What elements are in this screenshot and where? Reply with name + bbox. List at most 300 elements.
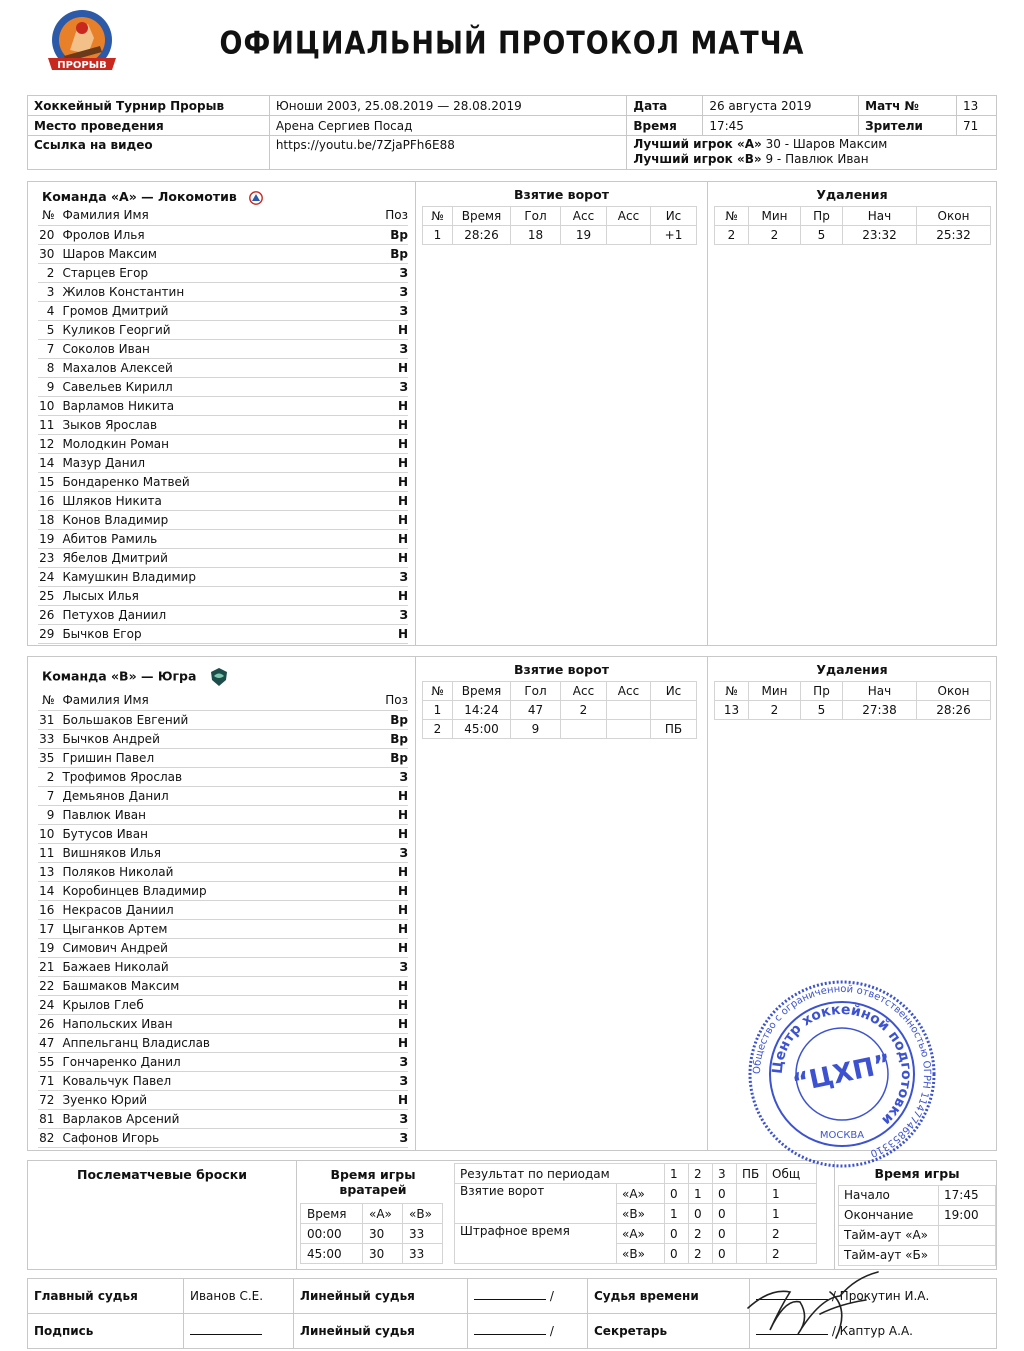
event-col-header: Асс [561,682,607,701]
team-b-players [38,691,408,1148]
svg-text:ПРОРЫВ: ПРОРЫВ [57,60,107,71]
goalie-time-table [300,1203,443,1264]
official-stamp [746,978,938,1170]
player-row [38,824,408,843]
player-name: Поляков Николай [60,862,384,881]
player-row [38,995,408,1014]
player-position: Н [385,824,408,843]
player-number: 13 [38,862,60,881]
player-row [38,1109,408,1128]
player-row [38,786,408,805]
period-value: 1 [689,1184,713,1204]
player-name: Абитов Рамиль [60,529,384,548]
timeout-a-label: Тайм-аут «А» [839,1225,939,1245]
player-row [38,434,408,453]
event-cell: 2 [749,226,801,245]
end-value: 19:00 [939,1205,996,1225]
player-number: 26 [38,1014,60,1033]
player-number: 14 [38,453,60,472]
player-name: Жилов Константин [60,282,384,301]
player-position: Н [385,396,408,415]
player-number: 10 [38,396,60,415]
team-b-goals [416,657,708,1150]
player-row [38,453,408,472]
player-name: Варлаков Арсений [60,1109,384,1128]
player-position: Н [385,805,408,824]
event-row [423,701,697,720]
period-value: 2 [689,1224,713,1244]
player-number: 31 [38,710,60,729]
player-number: 2 [38,767,60,786]
event-col-header: Ис [651,207,697,226]
player-row [38,377,408,396]
player-number: 23 [38,548,60,567]
player-number: 19 [38,529,60,548]
player-row [38,1052,408,1071]
player-name: Крылов Глеб [60,995,384,1014]
player-row [38,1014,408,1033]
player-position: Н [385,453,408,472]
shootouts-title: Послематчевые броски [76,1167,247,1182]
period-value: 1 [767,1184,817,1204]
venue-value: Арена Сергиев Посад [269,116,627,136]
event-row [715,701,991,720]
period-value [737,1244,767,1264]
player-position: Н [385,1014,408,1033]
player-row [38,748,408,767]
player-position: Вр [385,710,408,729]
best-a-label: Лучший игрок «А» [633,137,762,151]
time-value: 17:45 [703,116,859,136]
event-cell [607,720,651,739]
player-row [38,938,408,957]
event-cell: 9 [511,720,561,739]
player-name: Камушкин Владимир [60,567,384,586]
player-name: Бычков Егор [60,624,384,643]
goalie-row-time: 45:00 [301,1244,363,1264]
player-position: Н [385,529,408,548]
svg-text:“ЦХП”: “ЦХП” [789,1048,895,1100]
date-value: 26 августа 2019 [703,96,859,116]
player-name: Соколов Иван [60,339,384,358]
event-col-header: Пр [801,682,843,701]
player-position: Н [385,320,408,339]
player-position: Н [385,510,408,529]
yugra-logo-icon [209,667,229,687]
goalie-row-b: 33 [403,1244,443,1264]
goals-title: Взятие ворот [514,187,609,202]
page-title: ОФИЦИАЛЬНЫЙ ПРОТОКОЛ МАТЧА [219,25,805,62]
player-row [38,244,408,263]
player-name: Демьянов Данил [60,786,384,805]
penalties-title: Удаления [816,662,888,677]
player-row [38,957,408,976]
player-position: Вр [385,729,408,748]
event-col-header: Асс [607,682,651,701]
player-row [38,301,408,320]
event-cell [607,701,651,720]
tournament-label: Хоккейный Турнир Прорыв [28,96,270,116]
event-col-header: Нач [843,682,917,701]
event-cell: 45:00 [453,720,511,739]
event-cell: 14:24 [453,701,511,720]
roster-header [38,206,408,225]
period-value: 0 [713,1184,737,1204]
signature-line [190,1324,262,1335]
player-position: Н [385,472,408,491]
player-position: З [385,567,408,586]
event-col-header: Мин [749,682,801,701]
event-cell: 2 [749,701,801,720]
period-col: 2 [689,1164,713,1184]
player-number: 14 [38,881,60,900]
player-number: 9 [38,377,60,396]
player-position: Вр [385,244,408,263]
player-row [38,710,408,729]
player-row [38,586,408,605]
player-name: Напольских Иван [60,1014,384,1033]
event-cell: +1 [651,226,697,245]
event-cell: 2 [561,701,607,720]
periods-title: Результат по периодам [455,1164,665,1184]
event-cell: 23:32 [843,226,917,245]
player-row [38,396,408,415]
player-name: Молодкин Роман [60,434,384,453]
event-cell: 18 [511,226,561,245]
stamp-outer-text: Общество с ограниченной ответственностью ОГРН 1147746853310 [751,983,933,1159]
player-row [38,843,408,862]
event-cell: ПБ [651,720,697,739]
signature-label: Подпись [28,1314,184,1349]
player-number: 22 [38,976,60,995]
col-name: Фамилия Имя [60,691,384,710]
period-value [737,1204,767,1224]
period-col: Общ [767,1164,817,1184]
event-cell: 2 [715,226,749,245]
event-cell: 5 [801,226,843,245]
event-cell: 13 [715,701,749,720]
line-referee-1-label: Линейный судья [294,1279,468,1314]
player-name: Фролов Илья [60,225,384,244]
player-number: 9 [38,805,60,824]
period-goals-label: Взятие ворот [455,1184,617,1224]
player-number: 5 [38,320,60,339]
player-position: Н [385,919,408,938]
video-link[interactable]: https://youtu.be/7ZjaPFh6E88 [269,136,627,170]
start-value: 17:45 [939,1185,996,1205]
player-number: 7 [38,339,60,358]
player-position: Н [385,624,408,643]
player-name: Махалов Алексей [60,358,384,377]
player-position: З [385,767,408,786]
player-position: Н [385,586,408,605]
player-name: Гришин Павел [60,748,384,767]
event-cell: 1 [423,226,453,245]
event-cell: 28:26 [453,226,511,245]
player-position: З [385,282,408,301]
timeout-b-label: Тайм-аут «Б» [839,1245,939,1265]
player-name: Лысых Илья [60,586,384,605]
player-number: 26 [38,605,60,624]
main-referee-value: Иванов С.Е. [184,1279,294,1314]
player-number: 4 [38,301,60,320]
event-col-header: Окон [917,207,991,226]
event-col-header: Асс [607,207,651,226]
secretary-value: / Каптур А.А. [750,1314,997,1349]
player-row [38,1090,408,1109]
svg-text:МОСКВА: МОСКВА [819,1130,865,1141]
goalie-row-a: 30 [363,1224,403,1244]
period-value: 0 [713,1244,737,1264]
player-row [38,1071,408,1090]
event-header [715,207,991,226]
player-position: З [385,843,408,862]
event-col-header: № [423,682,453,701]
player-row [38,225,408,244]
goalie-row-a: 30 [363,1244,403,1264]
period-team-b: «В» [617,1244,665,1264]
player-number: 81 [38,1109,60,1128]
event-cell [607,226,651,245]
event-cell: 5 [801,701,843,720]
period-value: 0 [665,1184,689,1204]
player-name: Большаков Евгений [60,710,384,729]
player-name: Громов Дмитрий [60,301,384,320]
player-name: Трофимов Ярослав [60,767,384,786]
venue-label: Место проведения [28,116,270,136]
player-number: 2 [38,263,60,282]
player-position: Н [385,434,408,453]
player-number: 29 [38,624,60,643]
timeout-b-value [939,1245,996,1265]
player-number: 24 [38,567,60,586]
player-name: Бычков Андрей [60,729,384,748]
player-row [38,320,408,339]
player-position: Н [385,491,408,510]
goalie-time-title: Время игры вратарей [330,1167,416,1197]
player-row [38,767,408,786]
player-name: Бондаренко Матвей [60,472,384,491]
player-name: Башмаков Максим [60,976,384,995]
secretary-label: Секретарь [588,1314,750,1349]
player-name: Гончаренко Данил [60,1052,384,1071]
team-b-title: Команда «В» — Югра [42,667,229,687]
player-number: 11 [38,843,60,862]
period-value: 1 [665,1204,689,1224]
period-value: 0 [665,1224,689,1244]
roster-header [38,691,408,710]
player-row [38,415,408,434]
player-row [38,1033,408,1052]
event-col-header: Мин [749,207,801,226]
player-name: Сафонов Игорь [60,1128,384,1147]
period-col: 1 [665,1164,689,1184]
player-name: Варламов Никита [60,396,384,415]
start-label: Начало [839,1185,939,1205]
player-number: 25 [38,586,60,605]
spectators-label: Зрители [859,116,957,136]
event-cell: 27:38 [843,701,917,720]
player-name: Ябелов Дмитрий [60,548,384,567]
period-value: 0 [665,1244,689,1264]
player-row [38,1128,408,1147]
player-number: 11 [38,415,60,434]
team-a-goals-table [422,206,697,245]
tournament-value: Юноши 2003, 25.08.2019 — 28.08.2019 [269,96,627,116]
player-position: Н [385,1033,408,1052]
penalties-title: Удаления [816,187,888,202]
player-number: 33 [38,729,60,748]
end-label: Окончание [839,1205,939,1225]
player-name: Некрасов Даниил [60,900,384,919]
player-number: 15 [38,472,60,491]
player-name: Симович Андрей [60,938,384,957]
game-time-title: Время игры [874,1166,960,1182]
event-col-header: Ис [651,682,697,701]
event-col-header: № [715,207,749,226]
player-name: Старцев Егор [60,263,384,282]
best-b-value: 9 - Павлюк Иван [765,152,869,166]
event-cell: 1 [423,701,453,720]
event-cell: 19 [561,226,607,245]
player-position: Н [385,938,408,957]
event-cell [651,701,697,720]
player-position: З [385,377,408,396]
event-row [715,226,991,245]
player-row [38,805,408,824]
player-number: 72 [38,1090,60,1109]
player-position: З [385,1071,408,1090]
team-a-penalties [708,182,996,645]
period-results-table [454,1163,817,1264]
team-a-penalties-table [714,206,991,245]
best-a-value: 30 - Шаров Максим [765,137,888,151]
period-pim-label: Штрафное время [455,1224,617,1264]
event-col-header: Пр [801,207,843,226]
player-row [38,605,408,624]
player-number: 47 [38,1033,60,1052]
event-row [423,226,697,245]
player-name: Аппельганц Владислав [60,1033,384,1052]
period-value: 0 [713,1204,737,1224]
player-number: 71 [38,1071,60,1090]
line-referee-2-label: Линейный судья [294,1314,468,1349]
player-position: Вр [385,748,408,767]
period-value: 0 [713,1224,737,1244]
player-number: 8 [38,358,60,377]
player-number: 30 [38,244,60,263]
team-a-roster [28,182,416,645]
line-referee-1-value: / [468,1279,588,1314]
player-row [38,729,408,748]
player-name: Коробинцев Владимир [60,881,384,900]
player-row [38,900,408,919]
player-name: Зуенко Юрий [60,1090,384,1109]
player-name: Бажаев Николай [60,957,384,976]
match-summary [27,1160,997,1270]
period-col: 3 [713,1164,737,1184]
handwritten-signature [740,1268,890,1350]
player-row [38,282,408,301]
player-number: 16 [38,491,60,510]
player-name: Ковальчук Павел [60,1071,384,1090]
player-row [38,358,408,377]
event-header [423,207,697,226]
player-row [38,862,408,881]
player-position: З [385,1052,408,1071]
main-referee-label: Главный судья [28,1279,184,1314]
player-row [38,976,408,995]
player-number: 10 [38,824,60,843]
player-position: Н [385,786,408,805]
event-col-header: Нач [843,207,917,226]
player-number: 12 [38,434,60,453]
player-row [38,339,408,358]
best-b-label: Лучший игрок «В» [633,152,762,166]
event-col-header: Окон [917,682,991,701]
player-position: Вр [385,225,408,244]
event-cell: 2 [423,720,453,739]
timeout-a-value [939,1225,996,1245]
player-row [38,510,408,529]
player-row [38,567,408,586]
player-name: Петухов Даниил [60,605,384,624]
spectators-value: 71 [957,116,997,136]
game-time-table [838,1163,996,1266]
timekeeper-label: Судья времени [588,1279,750,1314]
player-position: З [385,605,408,624]
signature-line [474,1289,546,1300]
event-cell [561,720,607,739]
stamp-inner-text: Центр хоккейной подготовки [769,1001,915,1129]
period-value: 2 [689,1244,713,1264]
event-col-header: № [423,207,453,226]
player-row [38,881,408,900]
goals-title: Взятие ворот [514,662,609,677]
period-team-a: «А» [617,1184,665,1204]
period-value: 1 [767,1204,817,1224]
col-position: Поз [385,691,408,710]
player-position: З [385,1109,408,1128]
player-position: Н [385,862,408,881]
player-position: Н [385,976,408,995]
col-position: Поз [385,206,408,225]
team-a-title: Команда «А» — Локомотив [42,189,263,205]
player-number: 21 [38,957,60,976]
event-header [423,682,697,701]
player-position: Н [385,900,408,919]
event-header [715,682,991,701]
player-name: Вишняков Илья [60,843,384,862]
player-row [38,472,408,491]
player-position: Н [385,995,408,1014]
player-number: 82 [38,1128,60,1147]
player-row [38,919,408,938]
player-number: 20 [38,225,60,244]
player-number: 18 [38,510,60,529]
event-cell: 28:26 [917,701,991,720]
best-players [627,136,997,170]
period-value [737,1184,767,1204]
player-name: Шляков Никита [60,491,384,510]
period-team-b: «В» [617,1204,665,1224]
line-referee-2-value: / [468,1314,588,1349]
match-value: 13 [957,96,997,116]
player-name: Мазур Данил [60,453,384,472]
goalie-row-b: 33 [403,1224,443,1244]
goalie-row-time: 00:00 [301,1224,363,1244]
player-number: 35 [38,748,60,767]
